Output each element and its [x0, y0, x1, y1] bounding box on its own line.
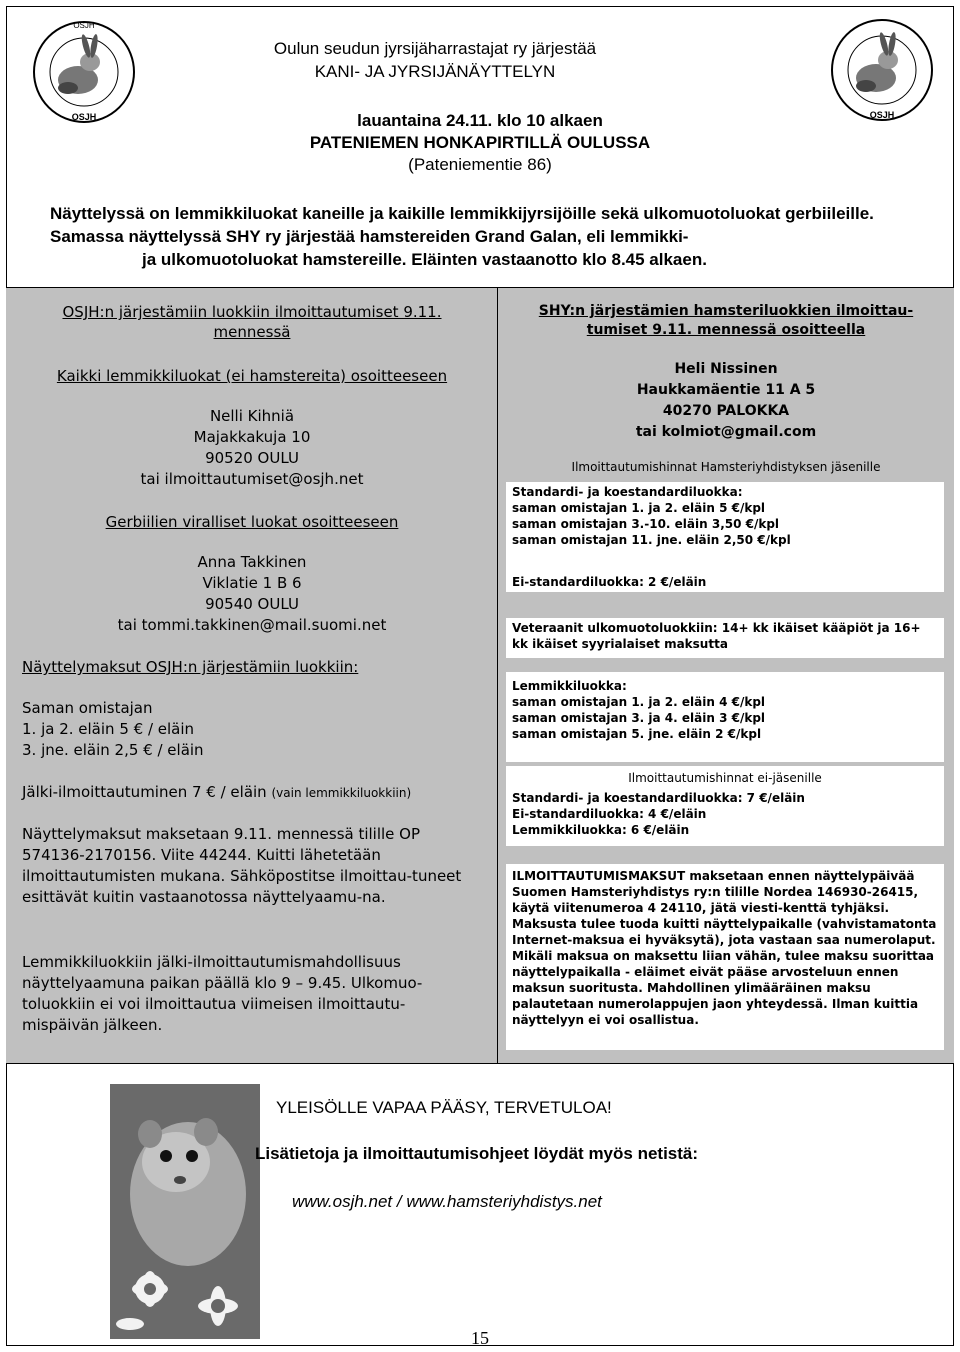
fees-line-1: Saman omistajan	[22, 699, 153, 717]
price-line: saman omistajan 3. ja 4. eläin 3 €/kpl	[512, 711, 766, 725]
price-line: saman omistajan 3.-10. eläin 3,50 €/kpl	[512, 517, 780, 531]
free-entry-text: YLEISÖLLE VAPAA PÄÄSY, TERVETULOA!	[276, 1098, 612, 1117]
members-heading: Ilmoittautumishinnat Hamsteriyhdistyksen jäsenille	[571, 460, 881, 474]
price-line: saman omistajan 1. ja 2. eläin 5 €/kpl	[512, 501, 766, 515]
contact1-email[interactable]: tai ilmoittautumiset@osjh.net	[140, 470, 364, 488]
gerbil-image-icon	[110, 1084, 260, 1339]
osjh-heading-cont: mennessä	[213, 323, 291, 341]
payment-instructions: ILMOITTAUTUMISMAKSUT maksetaan ennen näyttelypäivää Suomen Hamsteriyhdistys ry:n tilille Nordea 146930-26415, käytä viitenumeroa 4 24110, jätä viesti-kenttä tyhjäksi. Maksusta tulee tuoda kuitti näyttelypaikalle (vahvistamatonta Internet-maksua ei hyväksytä), jota vastaan saa numerolaput. Mikäli maksua on maksettu liian vähän, tulee maksu suorittaa näyttelypaikalla - eläimet eivät pääse arvosteluun ennen maksun suoritusta. Mahdollinen ylimääräinen maksu palautetaan numerolappujen jaon yhteydessä. Ilman kuittia näyttelyyn ei voi osallistua.	[506, 864, 944, 1050]
veterans-note: Veteraanit ulkomuotoluokkiin: 14+ kk ikäiset kääpiöt ja 16+ kk ikäiset syyrialaiset maksutta	[506, 618, 944, 658]
osjh-heading: OSJH:n järjestämiin luokkiin ilmoittautumiset 9.11.	[62, 303, 442, 321]
late-fee-note: (vain lemmikkiluokkiin)	[271, 786, 412, 800]
page-number: 15	[471, 1328, 489, 1348]
shy-contact-street: Haukkamäentie 11 A 5	[636, 382, 816, 398]
price-line: Ei-standardiluokka: 2 €/eläin	[512, 575, 707, 589]
price-line: Lemmikkiluokka: 6 €/eläin	[512, 823, 690, 837]
price-line: Standardi- ja koestandardiluokka: 7 €/eläin	[512, 791, 805, 805]
contact1-street: Majakkakuja 10	[193, 428, 311, 446]
contact2-name: Anna Takkinen	[197, 553, 307, 571]
header-date: lauantaina 24.11. klo 10 alkaen	[357, 111, 603, 130]
member-standard-prices	[506, 482, 944, 592]
price-line: Standardi- ja koestandardiluokka:	[512, 485, 743, 499]
more-info-text: Lisätietoja ja ilmoittautumisohjeet löydät myös netistä:	[255, 1144, 699, 1163]
footer	[6, 1063, 954, 1346]
contact2-city: 90540 OULU	[205, 595, 299, 613]
shy-registration-column	[498, 288, 954, 1063]
price-line: saman omistajan 11. jne. eläin 2,50 €/kpl	[512, 533, 791, 547]
late-fee: Jälki-ilmoittautuminen 7 € / eläin (vain lemmikkiluokkiin)	[22, 783, 412, 801]
shy-contact-city: 40270 PALOKKA	[662, 403, 790, 419]
intro-paragraph-1: Näyttelyssä on lemmikkiluokat kaneille ja kaikille lemmikkijyrsijöille sekä ulkomuotoluokat gerbiileille. Samassa näyttelyssä SHY ry järjestää hamstereiden Grand Galan, eli lemmikki-	[50, 204, 874, 246]
contact2-street: Viklatie 1 B 6	[202, 574, 302, 592]
payment-info: Näyttelymaksut maksetaan 9.11. mennessä tilille OP 574136-2170156. Viite 44244. Kuitti lähetetään ilmoittautumisten mukana. Sähköpostitse ilmoittau-tuneet esittävät kuitin vastaanotossa näyttelyaamu-na.	[22, 825, 462, 906]
member-pet-prices	[506, 672, 944, 762]
late-pet-info: Lemmikkiluokkiin jälki-ilmoittautumismahdollisuus näyttelyaamuna paikan päällä klo 9 – 9.45. Ulkomuo-toluokkiin ei voi ilmoittautua viimeisen ilmoittautu-mispäivän jälkeen.	[22, 953, 423, 1034]
header-organizer: Oulun seudun jyrsijäharrastajat ry järjestää	[273, 39, 597, 58]
price-line: saman omistajan 1. ja 2. eläin 4 €/kpl	[512, 695, 766, 709]
shy-heading: SHY:n järjestämien hamsteriluokkien ilmoittau-	[538, 303, 914, 319]
fees-line-2: 1. ja 2. eläin 5 € / eläin	[22, 720, 195, 738]
osjh-registration-column	[6, 288, 498, 1063]
intro-paragraph-2: ja ulkomuotoluokat hamstereille. Eläinten vastaanotto klo 8.45 alkaen.	[142, 250, 707, 269]
gerbil-classes-label: Gerbiilien viralliset luokat osoitteeseen	[105, 513, 399, 531]
shy-heading-cont: tumiset 9.11. mennessä osoitteella	[586, 322, 866, 338]
header-address: (Pateniementie 86)	[408, 155, 552, 174]
logo-abbr: OSJH	[71, 112, 97, 122]
shy-contact-name: Heli Nissinen	[674, 361, 778, 377]
website-links[interactable]: www.osjh.net / www.hamsteriyhdistys.net	[292, 1192, 602, 1211]
contact1-city: 90520 OULU	[205, 449, 299, 467]
intro-text	[50, 202, 930, 271]
price-line: saman omistajan 5. jne. eläin 2 €/kpl	[512, 727, 762, 741]
logo-abbr: OSJH	[869, 110, 895, 120]
fees-line-3: 3. jne. eläin 2,5 € / eläin	[22, 741, 204, 759]
gerbil-photo	[110, 1084, 260, 1339]
price-line: Ei-standardiluokka: 4 €/eläin	[512, 807, 707, 821]
pet-classes-label: Kaikki lemmikkiluokat (ei hamstereita) osoitteeseen	[56, 367, 448, 385]
header-place: PATENIEMEN HONKAPIRTILLÄ OULUSSA	[309, 133, 651, 152]
header-event-title: KANI- JA JYRSIJÄNÄYTTELYN	[314, 62, 556, 81]
contact1-name: Nelli Kihniä	[209, 407, 295, 425]
fees-heading: Näyttelymaksut OSJH:n järjestämiin luokkiin:	[22, 658, 359, 676]
contact2-email[interactable]: tai tommi.takkinen@mail.suomi.net	[117, 616, 387, 634]
nonmember-prices	[506, 766, 944, 846]
nonmembers-heading: Ilmoittautumishinnat ei-jäsenille	[628, 771, 822, 785]
price-line: Lemmikkiluokka:	[512, 679, 627, 693]
logo-text: OSJH	[73, 21, 95, 30]
header	[6, 6, 954, 288]
shy-contact-email[interactable]: tai kolmiot@gmail.com	[635, 424, 817, 440]
